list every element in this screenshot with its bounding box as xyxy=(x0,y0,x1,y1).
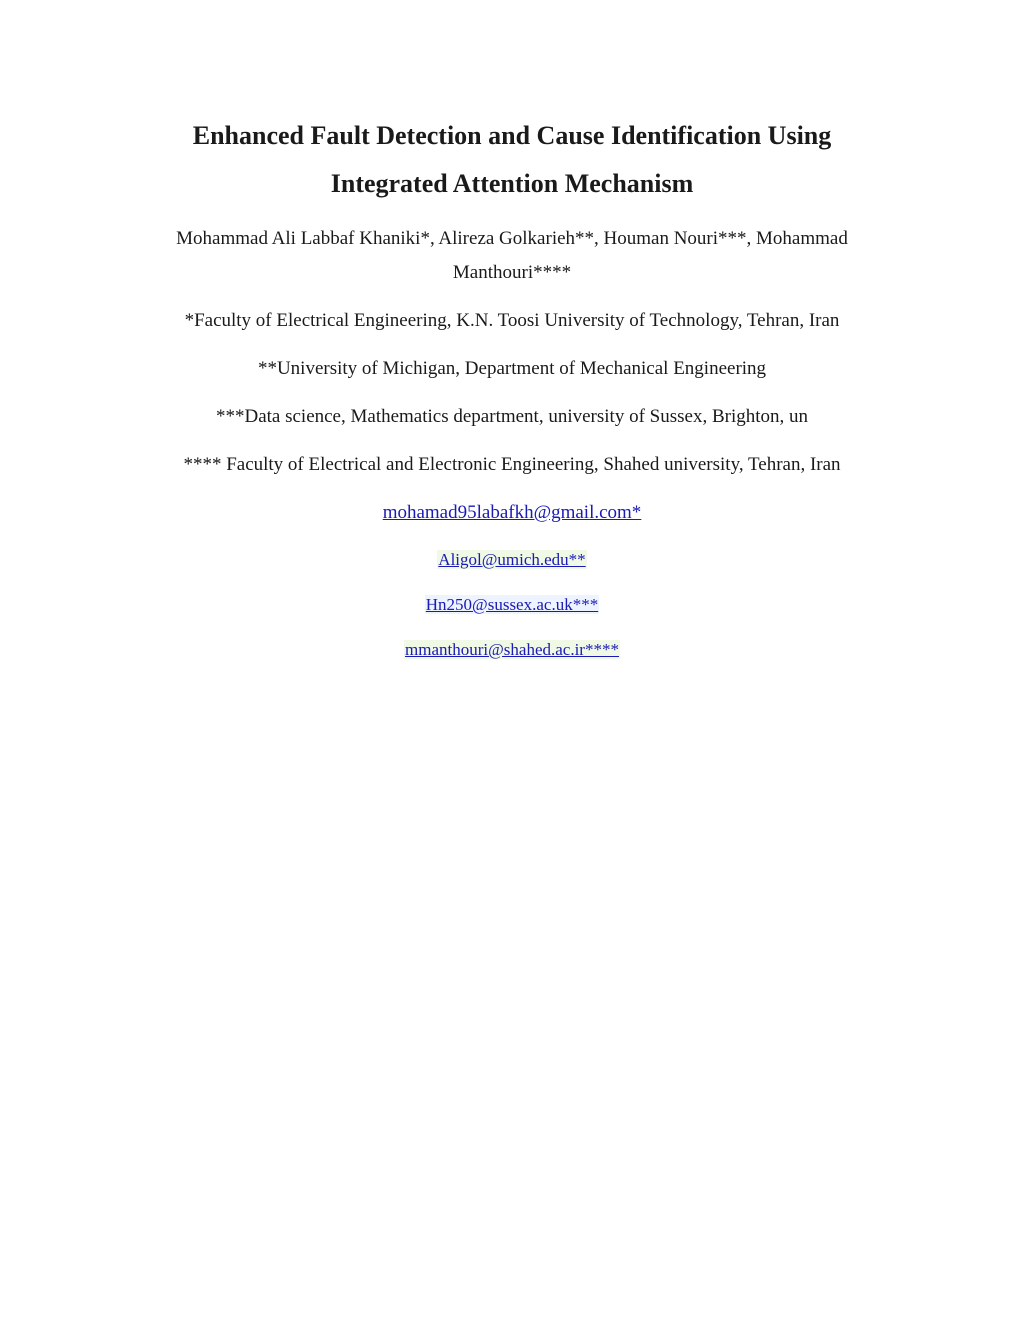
email-row-4 xyxy=(80,639,944,661)
paper-title-line-1: Enhanced Fault Detection and Cause Identification Using xyxy=(192,121,832,150)
email-row-3 xyxy=(80,594,944,616)
email-link-4[interactable]: mmanthouri@shahed.ac.ir**** xyxy=(405,640,619,659)
affiliation-1: *Faculty of Electrical Engineering, K.N. Toosi University of Technology, Tehran, Iran xyxy=(184,310,840,331)
author-list-line-2: Manthouri**** xyxy=(452,262,572,283)
affiliation-4: **** Faculty of Electrical and Electronic Engineering, Shahed university, Tehran, Iran xyxy=(183,454,841,475)
email-link-2[interactable]: Aligol@umich.edu** xyxy=(438,550,586,569)
email-link-3[interactable]: Hn250@sussex.ac.uk*** xyxy=(425,595,599,614)
email-link-1[interactable]: mohamad95labafkh@gmail.com* xyxy=(382,502,642,523)
email-row-1 xyxy=(80,501,944,525)
author-list-line-1: Mohammad Ali Labbaf Khaniki*, Alireza Golkarieh**, Houman Nouri***, Mohammad xyxy=(176,228,848,249)
email-row-2 xyxy=(80,549,944,571)
affiliation-2: **University of Michigan, Department of Mechanical Engineering xyxy=(257,358,767,379)
affiliation-3: ***Data science, Mathematics department, university of Sussex, Brighton, un xyxy=(215,406,809,427)
paper-title-line-2: Integrated Attention Mechanism xyxy=(330,169,694,198)
